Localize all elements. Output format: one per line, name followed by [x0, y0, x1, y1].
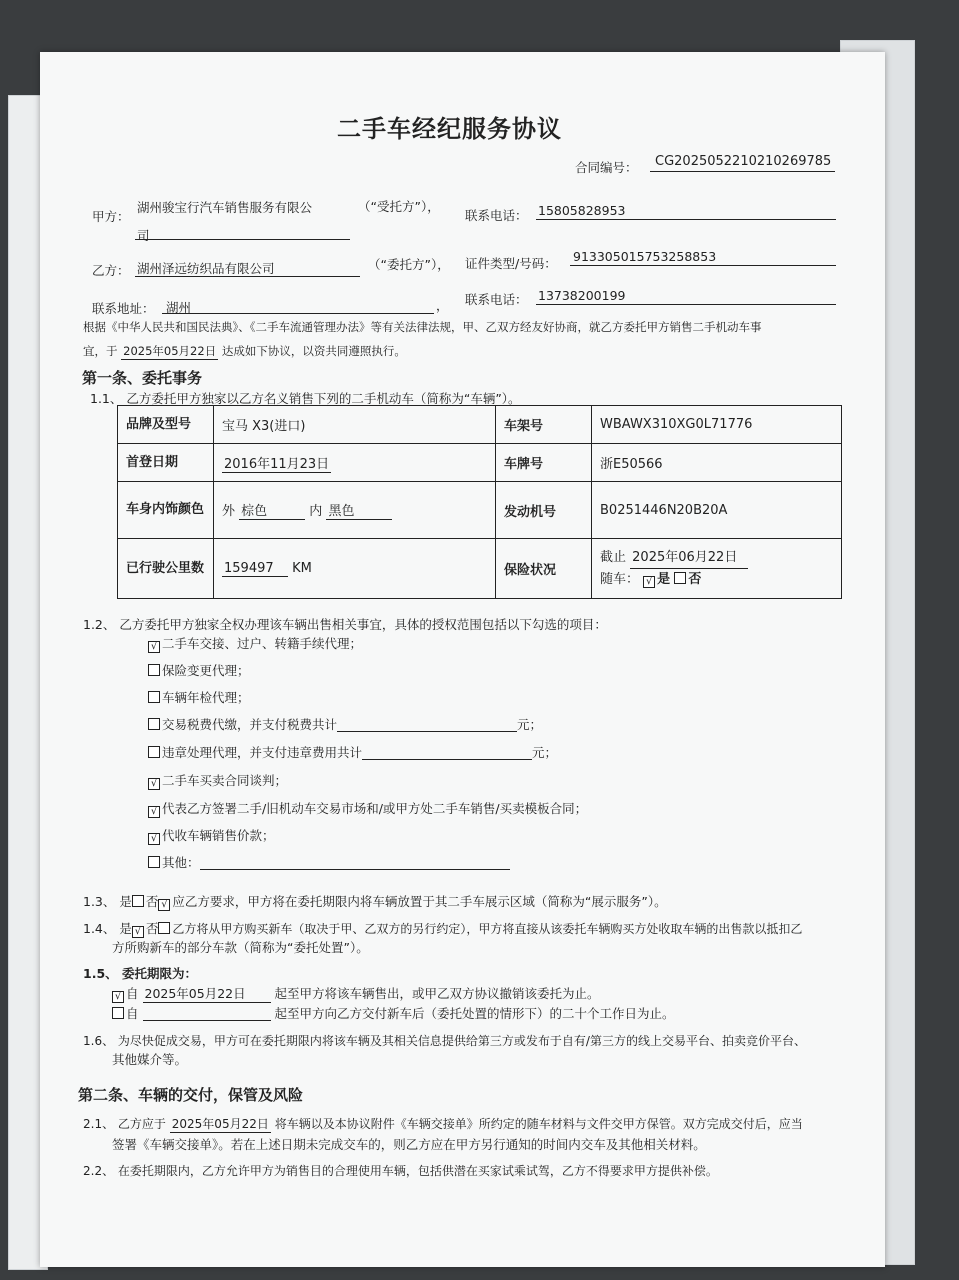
table-cell	[592, 539, 842, 599]
section2-heading: 第二条、车辆的交付，保管及风险	[78, 1086, 304, 1104]
list-item-text: 其他：	[162, 855, 200, 870]
term-prefix: 自	[126, 986, 139, 1001]
vehicle-table	[117, 405, 842, 599]
yes-label: 是	[657, 572, 671, 587]
checkbox[interactable]	[148, 718, 160, 730]
checkbox[interactable]	[148, 856, 160, 868]
table-cell: 已行驶公里数	[118, 539, 214, 599]
party-b-role: （“委托方”），	[368, 257, 450, 272]
checkbox[interactable]: √	[132, 926, 144, 938]
blank-line	[337, 718, 517, 732]
list-item	[148, 690, 250, 706]
list-item-text: 代表乙方签署二手/旧机动车交易市场和/或甲方处二手车销售/买卖模板合同；	[162, 801, 588, 816]
underline	[135, 239, 350, 240]
address-comma: ，	[436, 298, 449, 313]
clause-2-2	[83, 1163, 718, 1179]
contract-page	[40, 52, 885, 1267]
checkbox[interactable]	[674, 572, 686, 584]
party-b-id-label: 证件类型/号码：	[465, 256, 557, 271]
table-cell	[214, 482, 496, 539]
delivery-date: 2025年05月22日	[171, 1117, 269, 1131]
insurance-date-line	[600, 547, 833, 569]
list-item-suffix: 元；	[532, 745, 558, 760]
list-item-text: 车辆年检代理；	[162, 690, 250, 705]
list-item-text: 保险变更代理；	[162, 663, 250, 678]
list-item-text: 违章处理代理，并支付违章费用共计	[162, 745, 363, 760]
ext-prefix: 外	[222, 504, 236, 519]
table-cell	[214, 444, 496, 482]
table-row	[118, 482, 842, 539]
mileage-value: 159497	[222, 561, 288, 577]
contract-no-label: 合同编号：	[575, 160, 638, 175]
term-row-2	[112, 1006, 675, 1022]
intro-line1: 根据《中华人民共和国民法典》、《二手车流通管理办法》等有关法律法规，甲、乙双方经友好协商，就乙方委托甲方销售二手机动车事	[83, 320, 762, 334]
clause-text: 将车辆以及本协议附件《车辆交接单》所约定的随车材料与文件交甲方保管。双方完成交付后，应当	[274, 1117, 803, 1131]
table-cell: B0251446N20B20A	[592, 482, 842, 539]
clause-num: 1.5、	[83, 966, 118, 981]
party-b-name: 湖州泽远纺织品有限公司	[137, 261, 275, 276]
table-row	[118, 406, 842, 444]
term-prefix: 自	[126, 1006, 139, 1021]
checkbox[interactable]: √	[148, 833, 160, 845]
checkbox[interactable]	[148, 746, 160, 758]
list-item	[148, 773, 287, 790]
table-cell: 发动机号	[496, 482, 592, 539]
clause-num: 2.1、	[83, 1117, 115, 1131]
clause-heading: 委托期限为：	[122, 966, 198, 981]
int-color: 黑色	[326, 500, 392, 520]
party-b-phone: 13738200199	[538, 288, 626, 303]
checkbox[interactable]: √	[158, 899, 170, 911]
table-cell: 品牌及型号	[118, 406, 214, 444]
clause-text: 乙方将从甲方购买新车（取决于甲、乙双方的另行约定），甲方将直接从该委托车辆购买方处收取车辆的出售款以抵扣乙	[172, 922, 803, 936]
party-a-phone: 15805828953	[538, 203, 626, 218]
list-item	[148, 745, 557, 761]
clause-1-3	[83, 894, 667, 911]
underline	[570, 265, 836, 266]
intro-suffix: 达成如下协议，以资共同遵照执行。	[221, 344, 406, 358]
table-cell: 浙E50566	[592, 444, 842, 482]
clause-1-1: 1.1、 乙方委托甲方独家以乙方名义销售下列的二手机动车（简称为“车辆”）。	[90, 391, 521, 406]
table-row	[118, 444, 842, 482]
underline	[536, 304, 836, 305]
party-a-name-cont: 司	[137, 228, 150, 243]
checkbox[interactable]	[158, 922, 170, 934]
party-a-name: 湖州骏宝行汽车销售服务有限公	[137, 200, 313, 215]
table-cell: 首登日期	[118, 444, 214, 482]
checkbox[interactable]	[132, 895, 144, 907]
clause-prefix: 乙方应于	[117, 1117, 166, 1131]
checkbox[interactable]	[148, 664, 160, 676]
list-item-text: 交易税费代缴，并支付税费共计	[162, 717, 338, 732]
table-cell: 宝马 X3(进口)	[214, 406, 496, 444]
clause-1-6-cont: 其他媒介等。	[112, 1052, 188, 1067]
with-car-label: 随车：	[600, 572, 640, 587]
underline	[536, 219, 836, 220]
clause-text: 在委托期限内，乙方允许甲方为销售目的合理使用车辆，包括供潜在买家试乘试驾，乙方不得要求甲方提供补偿。	[117, 1164, 718, 1178]
int-prefix: 内	[309, 504, 323, 519]
intro-line2	[83, 343, 406, 360]
blank-line	[200, 856, 510, 870]
party-b-label: 乙方：	[92, 263, 130, 278]
underline	[162, 313, 434, 314]
no-label: 否	[688, 572, 702, 587]
yes-label: 是	[119, 921, 132, 936]
list-item	[148, 801, 587, 818]
clause-1-5	[83, 966, 197, 982]
party-b-phone-label: 联系电话：	[465, 292, 528, 307]
no-label: 否	[145, 921, 159, 936]
yes-label: 是	[119, 894, 132, 909]
list-item	[148, 855, 510, 871]
ins-date: 2025年06月22日	[630, 547, 748, 569]
party-b-id: 913305015753258853	[573, 249, 717, 264]
checkbox[interactable]: √	[148, 778, 160, 790]
list-item-text: 二手车交接、过户、转籍手续代理；	[162, 636, 363, 651]
party-a-phone-label: 联系电话：	[465, 208, 528, 223]
list-item-text: 二手车买卖合同谈判；	[162, 773, 288, 788]
address-label: 联系地址：	[92, 301, 155, 316]
no-label: 否	[145, 894, 159, 909]
list-item	[148, 636, 362, 653]
list-item	[148, 717, 542, 733]
clause-1-4	[83, 921, 802, 938]
clause-2-1-cont: 签署《车辆交接单》。若在上述日期未完成交车的，则乙方应在甲方另行通知的时间内交车及其他相关材料。	[112, 1137, 706, 1152]
table-cell: 车牌号	[496, 444, 592, 482]
insurance-with-car-line	[600, 569, 833, 590]
intro-prefix: 宜，于	[83, 344, 118, 358]
checkbox[interactable]: √	[112, 991, 124, 1003]
clause-num: 1.6、	[83, 1034, 115, 1048]
table-row	[118, 539, 842, 599]
party-a-role: （“受托方”），	[358, 199, 440, 214]
term-text: 起至甲方将该车辆售出，或甲乙双方协议撤销该委托为止。	[274, 986, 600, 1001]
checkbox[interactable]	[148, 691, 160, 703]
clause-num: 2.2、	[83, 1164, 115, 1178]
checkbox[interactable]: √	[148, 806, 160, 818]
ins-prefix: 截止	[600, 550, 627, 565]
checkbox[interactable]	[112, 1007, 124, 1019]
blank-line	[362, 746, 532, 760]
mileage-unit: KM	[292, 560, 312, 576]
term-date	[143, 1006, 271, 1021]
table-cell: 车身内饰颜色	[118, 482, 214, 539]
page-title: 二手车经纪服务协议	[337, 115, 562, 143]
checkbox[interactable]: √	[643, 576, 655, 588]
section1-heading: 第一条、委托事务	[82, 369, 203, 387]
reg-date: 2016年11月23日	[222, 453, 331, 473]
clause-1-4-cont: 方所购新车的部分车款（简称为“委托处置”）。	[112, 940, 369, 955]
list-item-text: 代收车辆销售价款；	[162, 828, 275, 843]
underline	[650, 171, 835, 172]
clause-num: 1.3、	[83, 894, 116, 909]
list-item	[148, 828, 275, 845]
term-date: 2025年05月22日	[143, 986, 271, 1003]
clause-num: 1.4、	[83, 921, 116, 936]
list-item	[148, 663, 250, 679]
clause-text: 应乙方要求，甲方将在委托期限内将车辆放置于其二手车展示区域（简称为“展示服务”）。	[172, 894, 667, 909]
clause-1-2: 1.2、 乙方委托甲方独家全权办理该车辆出售相关事宜，具体的授权范围包括以下勾选的项目：	[83, 617, 607, 632]
table-cell: WBAWX310XG0L71776	[592, 406, 842, 444]
underline	[135, 276, 360, 277]
clause-1-6	[83, 1033, 806, 1049]
clause-2-1	[83, 1116, 803, 1133]
party-a-label: 甲方：	[92, 209, 130, 224]
ext-color: 棕色	[239, 500, 305, 520]
checkbox[interactable]: √	[148, 641, 160, 653]
table-cell: 车架号	[496, 406, 592, 444]
table-cell: 保险状况	[496, 539, 592, 599]
term-text: 起至甲方向乙方交付新车后（委托处置的情形下）的二十个工作日为止。	[274, 1006, 675, 1021]
list-item-suffix: 元；	[517, 717, 543, 732]
clause-text: 为尽快促成交易，甲方可在委托期限内将该车辆及其相关信息提供给第三方或发布于自有/第三方的线上交易平台、拍卖竞价平台、	[117, 1034, 806, 1048]
address-value: 湖州	[166, 300, 192, 315]
table-cell	[214, 539, 496, 599]
intro-date: 2025年05月22日	[123, 344, 217, 358]
term-row-1	[112, 986, 600, 1003]
contract-no-value: CG2025052210210269785	[655, 154, 832, 169]
